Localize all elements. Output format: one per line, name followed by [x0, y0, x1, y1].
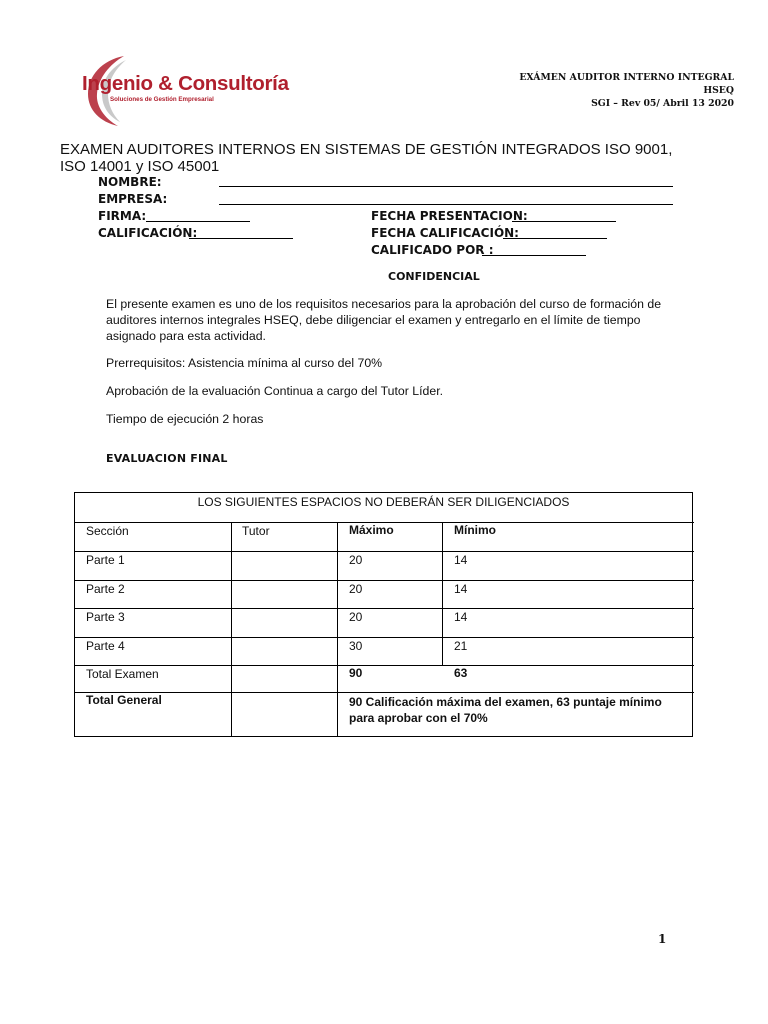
header-line-2: HSEQ: [703, 85, 734, 96]
calificacion-field[interactable]: [189, 238, 293, 239]
col-divider: [337, 522, 338, 736]
grading-table: [74, 492, 693, 737]
evaluacion-final-heading: EVALUACION FINAL: [106, 452, 228, 465]
col-divider: [442, 522, 443, 665]
company-logo: [80, 54, 289, 128]
total-general-note: 90 Calificación máxima del examen, 63 puntaje mínimo para aprobar con el 70%: [349, 695, 662, 725]
row-divider: [75, 637, 694, 638]
logo-tagline: Soluciones de Gestión Empresarial: [110, 96, 214, 103]
header-line-3: SGI – Rev 05/ Abril 13 2020: [591, 98, 734, 109]
table-cell-minimo: 21: [454, 639, 468, 653]
prerrequisitos-text: Prerrequisitos: Asistencia mínima al curso del 70%: [106, 356, 383, 370]
table-cell-maximo: 20: [349, 553, 363, 567]
logo-name: Ingenio & Consultoría: [82, 72, 289, 95]
page-number: 1: [658, 932, 667, 946]
col-divider: [231, 522, 232, 736]
row-divider: [75, 551, 694, 552]
total-general-label: Total General: [86, 693, 162, 707]
fecha-calificacion-label: FECHA CALIFICACIÓN:: [371, 226, 519, 240]
header-line-1: EXÁMEN AUDITOR INTERNO INTEGRAL: [519, 72, 734, 83]
row-divider: [75, 665, 694, 666]
exam-title: EXAMEN AUDITORES INTERNOS EN SISTEMAS DE GESTIÓN INTEGRADOS ISO 9001, ISO 14001 y ISO 45001: [60, 141, 673, 175]
tiempo-text: Tiempo de ejecución 2 horas: [106, 412, 264, 426]
header-tutor: Tutor: [242, 524, 270, 538]
table-cell-seccion: Parte 2: [86, 582, 125, 596]
document-header: [519, 71, 734, 110]
table-cell-minimo: 14: [454, 553, 468, 567]
nombre-field[interactable]: [219, 186, 673, 187]
row-divider: [75, 608, 694, 609]
table-cell-minimo: 14: [454, 610, 468, 624]
table-cell-minimo: 14: [454, 582, 468, 596]
table-cell-maximo: 90: [349, 666, 363, 680]
table-cell-seccion: Total Examen: [86, 667, 159, 681]
header-maximo: Máximo: [349, 523, 394, 537]
firma-label: FIRMA:: [98, 209, 147, 223]
header-seccion: Sección: [86, 524, 129, 538]
table-cell-maximo: 20: [349, 582, 363, 596]
table-cell-minimo: 63: [454, 666, 468, 680]
table-cell-seccion: Parte 1: [86, 553, 125, 567]
confidencial-heading: CONFIDENCIAL: [388, 270, 480, 283]
fecha-presentacion-field[interactable]: [512, 221, 616, 222]
header-minimo: Mínimo: [454, 523, 496, 537]
firma-field[interactable]: [146, 221, 250, 222]
table-banner: LOS SIGUIENTES ESPACIOS NO DEBERÁN SER DILIGENCIADOS: [197, 495, 570, 509]
table-cell-maximo: 30: [349, 639, 363, 653]
table-cell-seccion: Parte 3: [86, 610, 125, 624]
fecha-calificacion-field[interactable]: [503, 238, 607, 239]
table-cell-seccion: Parte 4: [86, 639, 125, 653]
row-divider: [75, 580, 694, 581]
empresa-field[interactable]: [219, 204, 673, 205]
fecha-presentacion-label: FECHA PRESENTACION:: [371, 209, 528, 223]
aprobacion-text: Aprobación de la evaluación Continua a cargo del Tutor Líder.: [106, 384, 444, 398]
calificacion-label: CALIFICACIÓN:: [98, 226, 198, 240]
intro-paragraph: El presente examen es uno de los requisitos necesarios para la aprobación del curso de formación de auditores internos integrales HSEQ, debe diligenciar el examen y entregarlo en el límite de tiempo asignado para esta actividad.: [106, 297, 662, 343]
calificado-por-label: CALIFICADO POR :: [371, 243, 494, 257]
calificado-por-field[interactable]: [482, 255, 586, 256]
row-divider: [75, 692, 694, 693]
table-cell-maximo: 20: [349, 610, 363, 624]
empresa-label: EMPRESA:: [98, 192, 168, 206]
nombre-label: NOMBRE:: [98, 175, 162, 189]
